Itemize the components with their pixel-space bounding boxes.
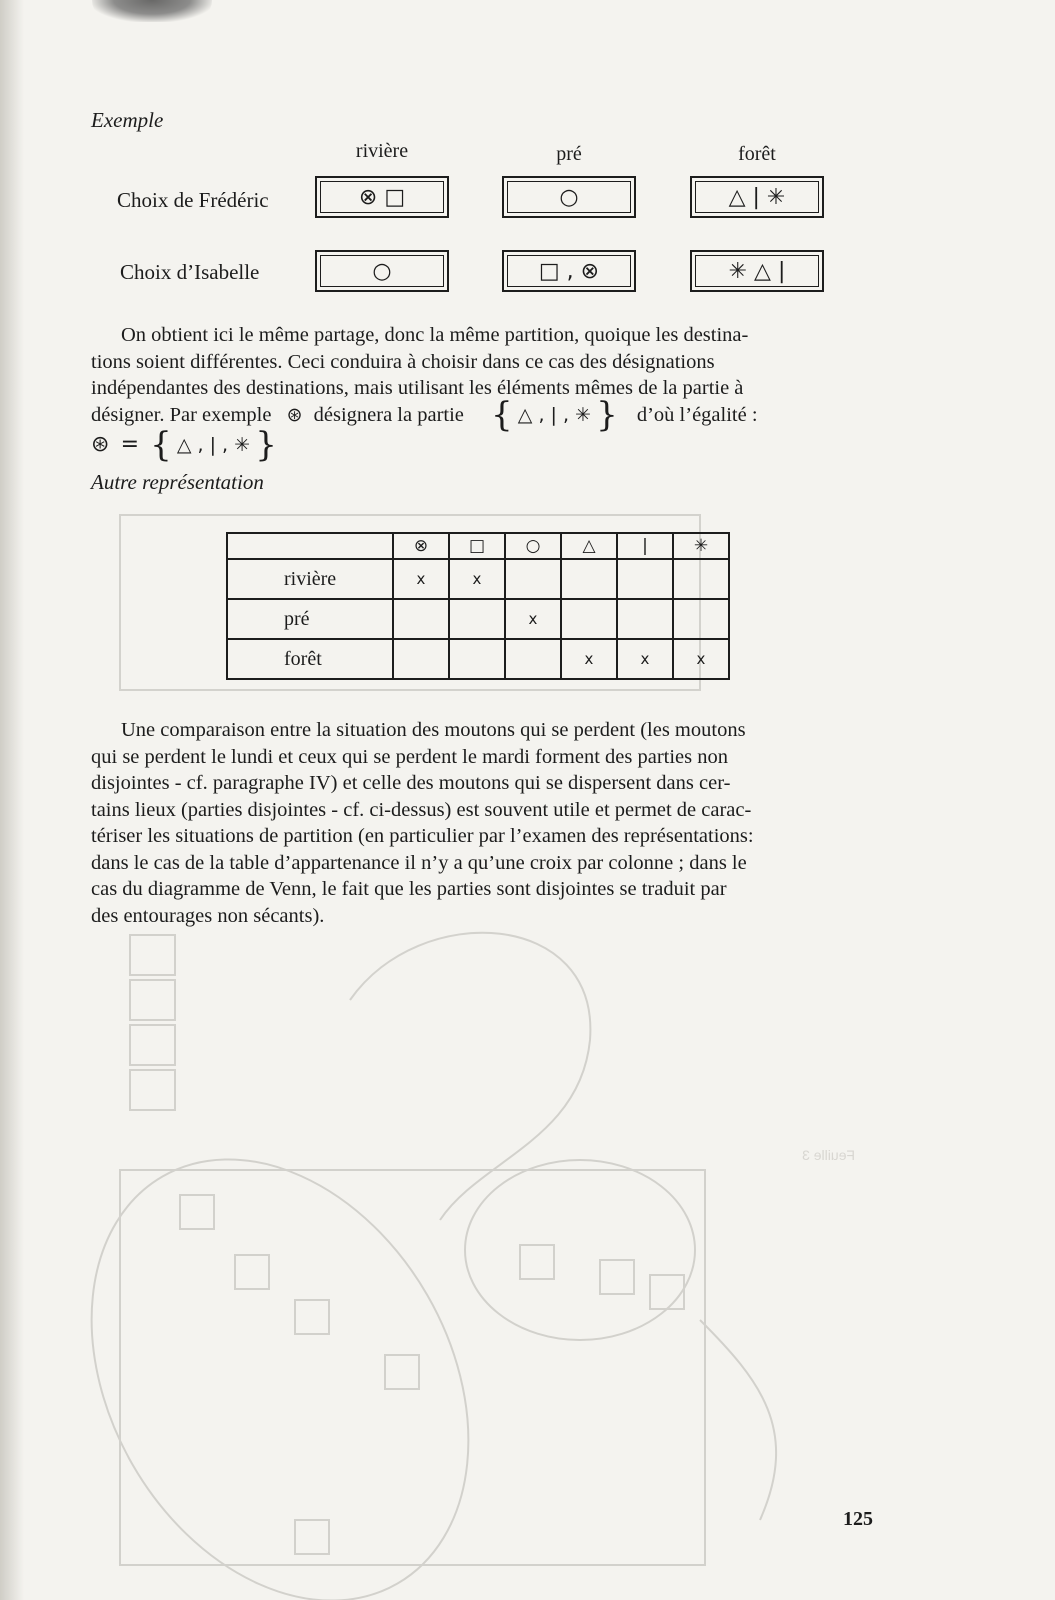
- row-label-isabelle: Choix d’Isabelle: [120, 260, 260, 284]
- set-elements: △ , | , ✳: [517, 403, 591, 426]
- column-header-riviere: rivière: [355, 140, 409, 162]
- left-brace: {: [150, 424, 172, 465]
- table-corner: [227, 533, 393, 559]
- paragraph1-line: tions soient différentes. Ceci conduira à choisir dans ce cas des désignations: [91, 350, 715, 373]
- table-cell: [673, 599, 729, 639]
- table-cell: [617, 559, 673, 599]
- table-row-label: forêt: [227, 639, 393, 679]
- isabelle-foret-box: ✳ △ |: [690, 250, 824, 292]
- paragraph-comparison: [91, 717, 868, 929]
- paragraph1-line: On obtient ici le même partage, donc la même partition, quoique les destina-: [121, 324, 749, 346]
- table-cell: [505, 639, 561, 679]
- paragraph2-line: Une comparaison entre la situation des moutons qui se perdent (les moutons: [121, 719, 746, 741]
- frederic-riviere-box: ⊗ □: [315, 176, 449, 218]
- table-row: [227, 639, 729, 679]
- paragraph2-line: disjointes - cf. paragraphe IV) et celle des moutons qui se dispersent dans cer-: [91, 772, 731, 794]
- left-brace: {: [491, 394, 513, 435]
- paragraph1-text: d’où l’égalité :: [636, 403, 758, 426]
- table-header-symbol: △: [561, 533, 617, 559]
- table-row-label: pré: [227, 599, 393, 639]
- paragraph2-line: tains lieux (parties disjointes - cf. ci-dessus) est souvent utile et permet de carac-: [91, 798, 752, 821]
- table-cell: [449, 599, 505, 639]
- table-header-symbol: ⊗: [393, 533, 449, 559]
- paragraph1-line: [91, 394, 868, 435]
- table-cell: [449, 639, 505, 679]
- bleed-label: Feuille 3: [802, 1147, 855, 1163]
- paragraph2-line: qui se perdent le lundi et ceux qui se perdent le mardi forment des parties non: [91, 745, 729, 768]
- table-cell: [561, 559, 617, 599]
- partition-symbol-icon: ⊛: [91, 431, 110, 457]
- paragraph2-line: cas du diagramme de Venn, le fait que les parties sont disjointes se traduit par: [91, 878, 727, 900]
- table-cell: x: [561, 639, 617, 679]
- table-cell: [393, 599, 449, 639]
- equality-line: [91, 424, 868, 465]
- table-cell: x: [449, 559, 505, 599]
- frederic-pre-box: ○: [502, 176, 636, 218]
- table-cell: x: [673, 639, 729, 679]
- table-cell: [505, 559, 561, 599]
- table-cell: [393, 639, 449, 679]
- isabelle-pre-box: □ , ⊗: [502, 250, 636, 292]
- table-cell: [617, 599, 673, 639]
- isabelle-riviere-box: ○: [315, 250, 449, 292]
- row-label-frederic: Choix de Frédéric: [117, 188, 269, 212]
- table-row: [227, 559, 729, 599]
- paragraph1-line: indépendantes des destinations, mais utilisant les éléments mêmes de la partie à: [91, 377, 744, 399]
- table-cell: x: [505, 599, 561, 639]
- frederic-foret-box: △ | ✳: [690, 176, 824, 218]
- table-cell: [673, 559, 729, 599]
- example-heading: Exemple: [91, 108, 164, 132]
- paragraph-partition: [91, 322, 868, 464]
- table-cell: x: [617, 639, 673, 679]
- paragraph1-text: désigner. Par exemple: [91, 403, 272, 426]
- column-header-foret: forêt: [738, 143, 776, 165]
- table-header-symbol: ○: [505, 533, 561, 559]
- other-representation-heading: Autre représentation: [91, 470, 264, 494]
- column-header-pre: pré: [556, 143, 582, 165]
- table-cell: x: [393, 559, 449, 599]
- right-brace: }: [255, 424, 277, 465]
- table-header-symbol: ✳: [673, 533, 729, 559]
- table-cell: [561, 599, 617, 639]
- paragraph2-line: tériser les situations de partition (en particulier par l’examen des représentations:: [91, 825, 754, 847]
- paragraph2-line: des entourages non sécants).: [91, 904, 325, 927]
- table-row-label: rivière: [227, 559, 393, 599]
- equals-sign: =: [120, 431, 139, 457]
- set-elements: △ , | , ✳: [176, 433, 251, 456]
- table-header-symbol: |: [617, 533, 673, 559]
- paragraph2-line: dans le cas de la table d’appartenance il n’y a qu’une croix par colonne ; dans le: [91, 851, 747, 874]
- right-brace: }: [596, 394, 618, 435]
- table-header-symbol: □: [449, 533, 505, 559]
- partition-symbol-icon: ⊛: [286, 403, 303, 426]
- paragraph1-text: désignera la partie: [313, 403, 464, 426]
- table-row: [227, 599, 729, 639]
- membership-table: [226, 532, 730, 680]
- page-number: 125: [843, 1508, 873, 1530]
